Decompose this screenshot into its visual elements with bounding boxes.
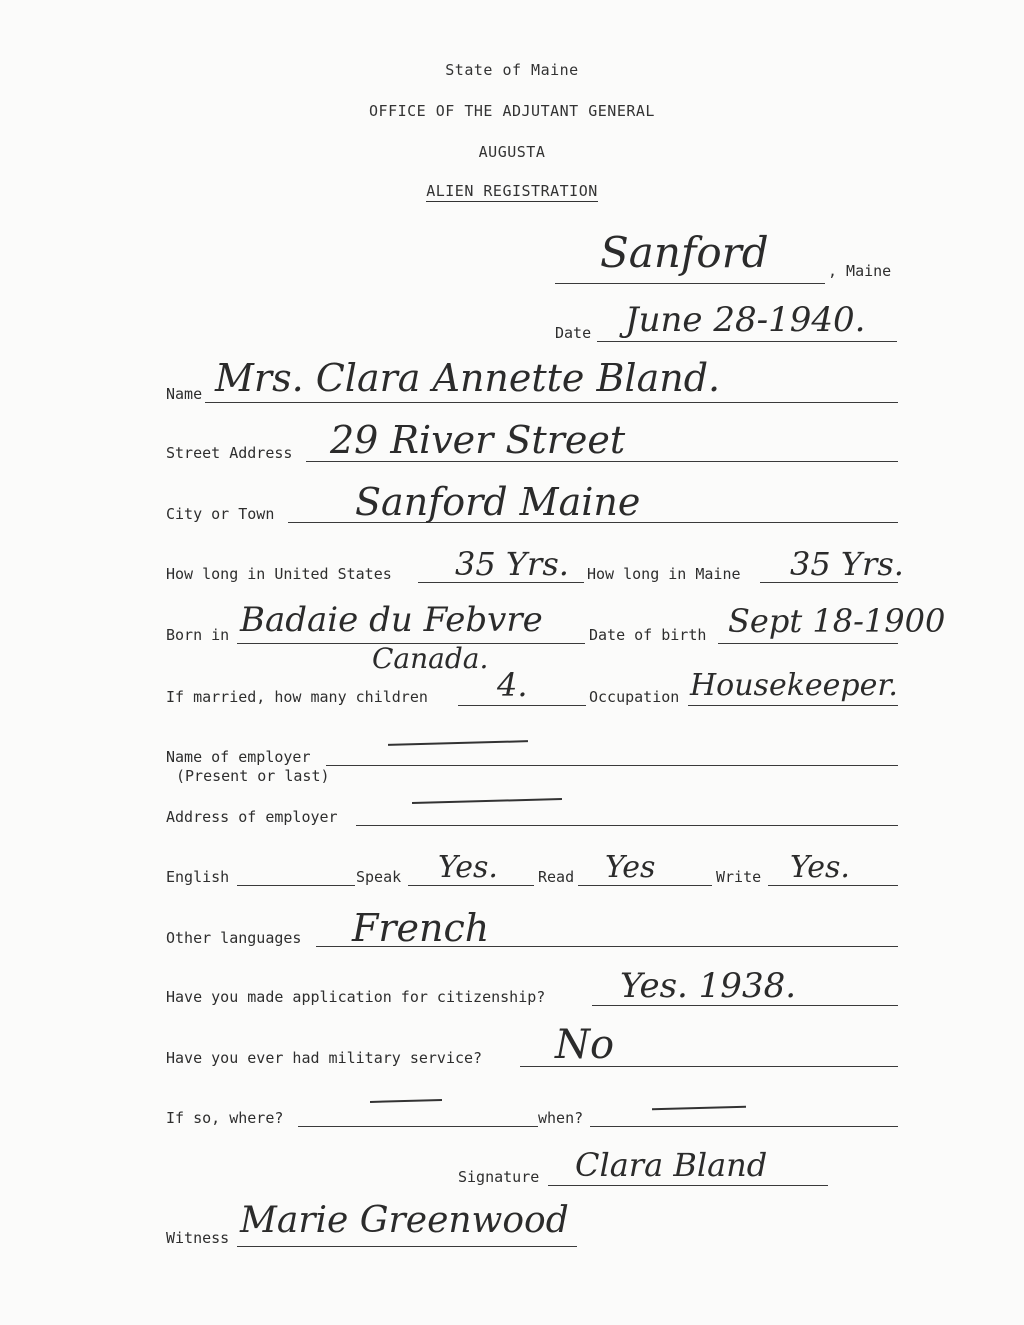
name-label: Name bbox=[166, 385, 203, 403]
signature-entry: Clara Bland bbox=[575, 1146, 768, 1184]
write-line bbox=[768, 885, 898, 886]
write-label: Write bbox=[716, 868, 762, 886]
occupation-line bbox=[688, 705, 898, 706]
read-line bbox=[578, 885, 712, 886]
born-in-entry: Badaie du Febvre bbox=[240, 600, 543, 640]
date-of-birth-line bbox=[718, 643, 898, 644]
where-line bbox=[298, 1126, 538, 1127]
when-label: when? bbox=[538, 1109, 584, 1127]
write-entry: Yes. bbox=[790, 850, 850, 885]
occupation-entry: Housekeeper. bbox=[690, 668, 898, 703]
header-office: OFFICE OF THE ADJUTANT GENERAL bbox=[369, 102, 655, 120]
children-entry: 4. bbox=[497, 666, 528, 704]
name-line bbox=[205, 402, 898, 403]
header-title bbox=[0, 182, 1024, 200]
how-long-us-entry: 35 Yrs. bbox=[455, 545, 569, 583]
city-entry: Sanford Maine bbox=[355, 480, 641, 524]
speak-label: Speak bbox=[356, 868, 402, 886]
english-line bbox=[237, 885, 355, 886]
employer-note: (Present or last) bbox=[176, 767, 330, 785]
citizenship-label: Have you made application for citizenship? bbox=[166, 988, 546, 1006]
employer-label: Name of employer bbox=[166, 748, 311, 766]
how-long-us-label: How long in United States bbox=[166, 565, 392, 583]
where-dash bbox=[370, 1099, 442, 1103]
born-in-label: Born in bbox=[166, 626, 230, 644]
children-line bbox=[458, 705, 586, 706]
town-line bbox=[555, 283, 825, 284]
date-line bbox=[597, 341, 897, 342]
read-label: Read bbox=[538, 868, 575, 886]
when-dash bbox=[652, 1106, 746, 1110]
military-label: Have you ever had military service? bbox=[166, 1049, 483, 1067]
when-line bbox=[590, 1126, 898, 1127]
form-title: ALIEN REGISTRATION bbox=[426, 182, 598, 200]
town-entry: Sanford bbox=[600, 228, 769, 277]
date-of-birth-label: Date of birth bbox=[589, 626, 707, 644]
occupation-label: Occupation bbox=[589, 688, 680, 706]
name-entry: Mrs. Clara Annette Bland. bbox=[215, 356, 721, 400]
street-label: Street Address bbox=[166, 444, 293, 462]
speak-entry: Yes. bbox=[438, 850, 498, 885]
date-label: Date bbox=[555, 324, 592, 342]
street-entry: 29 River Street bbox=[330, 418, 626, 462]
header-state: State of Maine bbox=[445, 61, 579, 79]
date-of-birth-entry: Sept 18-1900 bbox=[728, 602, 946, 640]
speak-line bbox=[408, 885, 534, 886]
how-long-maine-label: How long in Maine bbox=[587, 565, 741, 583]
employer-dash bbox=[388, 740, 528, 746]
maine-label: , Maine bbox=[828, 262, 892, 280]
employer-address-label: Address of employer bbox=[166, 808, 338, 826]
witness-line bbox=[237, 1246, 577, 1247]
header-city: AUGUSTA bbox=[478, 143, 546, 161]
employer-address-line bbox=[356, 825, 898, 826]
city-label: City or Town bbox=[166, 505, 275, 523]
date-entry: June 28-1940. bbox=[625, 300, 866, 340]
if-so-where-label: If so, where? bbox=[166, 1109, 284, 1127]
other-languages-entry: French bbox=[352, 906, 490, 950]
how-long-maine-entry: 35 Yrs. bbox=[790, 545, 904, 583]
employer-line bbox=[326, 765, 898, 766]
witness-label: Witness bbox=[166, 1229, 230, 1247]
military-entry: No bbox=[555, 1022, 615, 1068]
signature-line bbox=[548, 1185, 828, 1186]
born-in-country-entry: Canada. bbox=[372, 642, 489, 675]
citizenship-entry: Yes. 1938. bbox=[620, 966, 797, 1006]
children-label: If married, how many children bbox=[166, 688, 428, 706]
read-entry: Yes bbox=[605, 850, 656, 885]
english-label: English bbox=[166, 868, 230, 886]
employer-address-dash bbox=[412, 798, 562, 804]
other-languages-label: Other languages bbox=[166, 929, 302, 947]
witness-entry: Marie Greenwood bbox=[240, 1200, 569, 1241]
signature-label: Signature bbox=[458, 1168, 540, 1186]
